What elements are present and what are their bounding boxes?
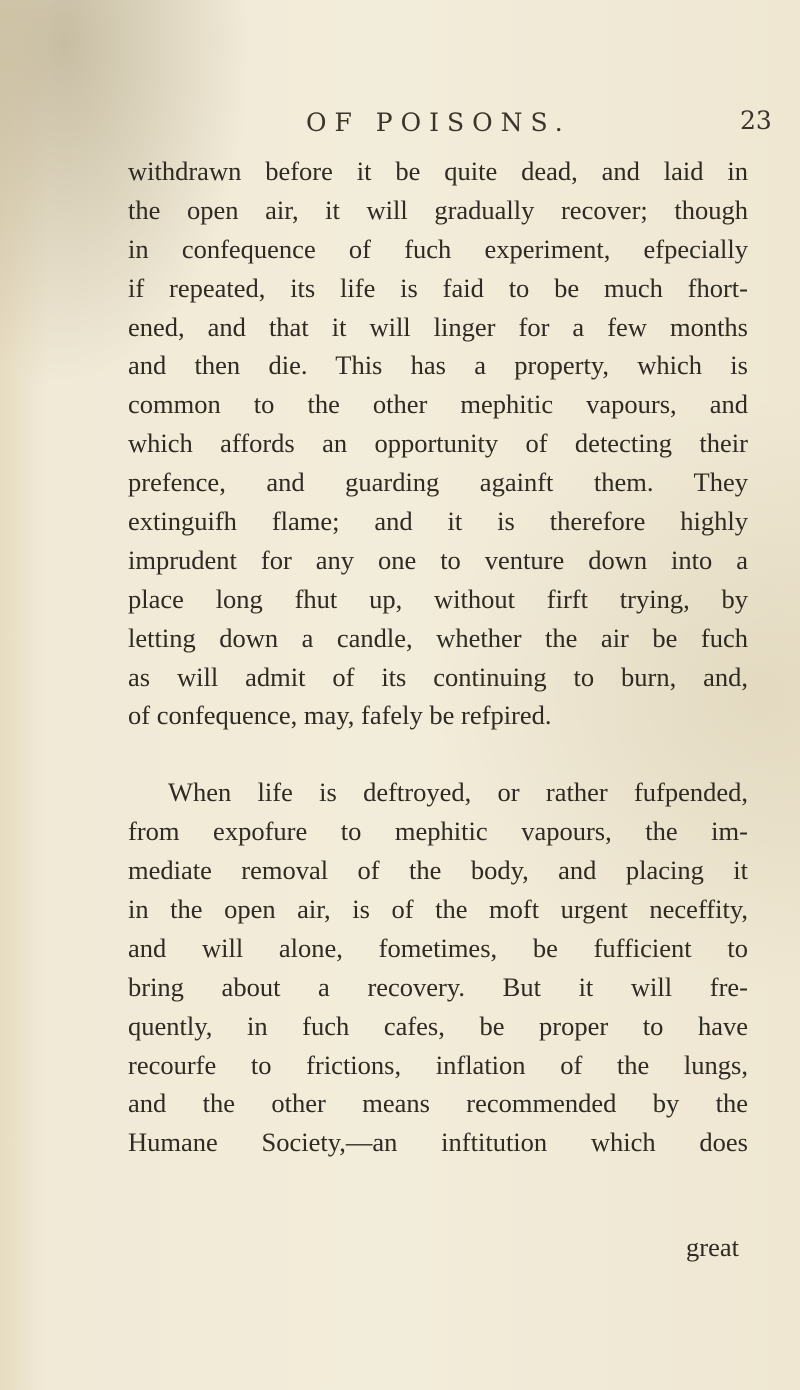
- running-head: [0, 100, 800, 140]
- text-line: recourfe to frictions, inflation of the lungs,: [128, 1049, 748, 1080]
- text-line: from expofure to mephitic vapours, the im-: [128, 816, 748, 847]
- text-line: letting down a candle, whether the air be fuch: [128, 622, 748, 653]
- text-line: if repeated, its life is faid to be much fhort-: [128, 272, 748, 303]
- catchword: great: [686, 1232, 739, 1262]
- text-line: and the other means recommended by the: [128, 1088, 748, 1119]
- text-line: quently, in fuch cafes, be proper to have: [128, 1010, 748, 1041]
- text-line: of confequence, may, fafely be refpired.: [128, 700, 552, 731]
- text-line: place long fhut up, without firft trying, by: [128, 583, 748, 614]
- paragraph-2: [128, 773, 748, 1162]
- text-line: as will admit of its continuing to burn, and,: [128, 661, 748, 692]
- text-line: in confequence of fuch experiment, efpecially: [128, 233, 748, 264]
- text-line: When life is deftroyed, or rather fufpended,: [168, 777, 748, 808]
- body-text: [128, 152, 748, 1162]
- text-line: prefence, and guarding againft them. They: [128, 467, 748, 498]
- text-line: withdrawn before it be quite dead, and laid in: [128, 156, 748, 186]
- text-line: bring about a recovery. But it will fre-: [128, 971, 748, 1002]
- text-line: in the open air, is of the moft urgent neceffity,: [128, 894, 748, 925]
- text-line: extinguifh flame; and it is therefore highly: [128, 506, 748, 537]
- text-line: Humane Society,—an inftitution which does: [128, 1127, 748, 1158]
- text-line: ened, and that it will linger for a few months: [128, 311, 748, 342]
- text-line: the open air, it will gradually recover; though: [128, 194, 748, 225]
- text-line: mediate removal of the body, and placing it: [128, 855, 748, 886]
- paragraph-gap: [128, 735, 748, 773]
- text-line: which affords an opportunity of detecting their: [128, 428, 748, 459]
- page-number: 23: [740, 106, 772, 135]
- text-line: and will alone, fometimes, be fufficient to: [128, 932, 748, 963]
- text-line: imprudent for any one to venture down into a: [128, 544, 748, 575]
- text-line: common to the other mephitic vapours, and: [128, 389, 748, 420]
- paragraph-1: [128, 152, 748, 735]
- text-line: and then die. This has a property, which is: [128, 350, 748, 381]
- running-head-title: OF POISONS.: [306, 108, 571, 137]
